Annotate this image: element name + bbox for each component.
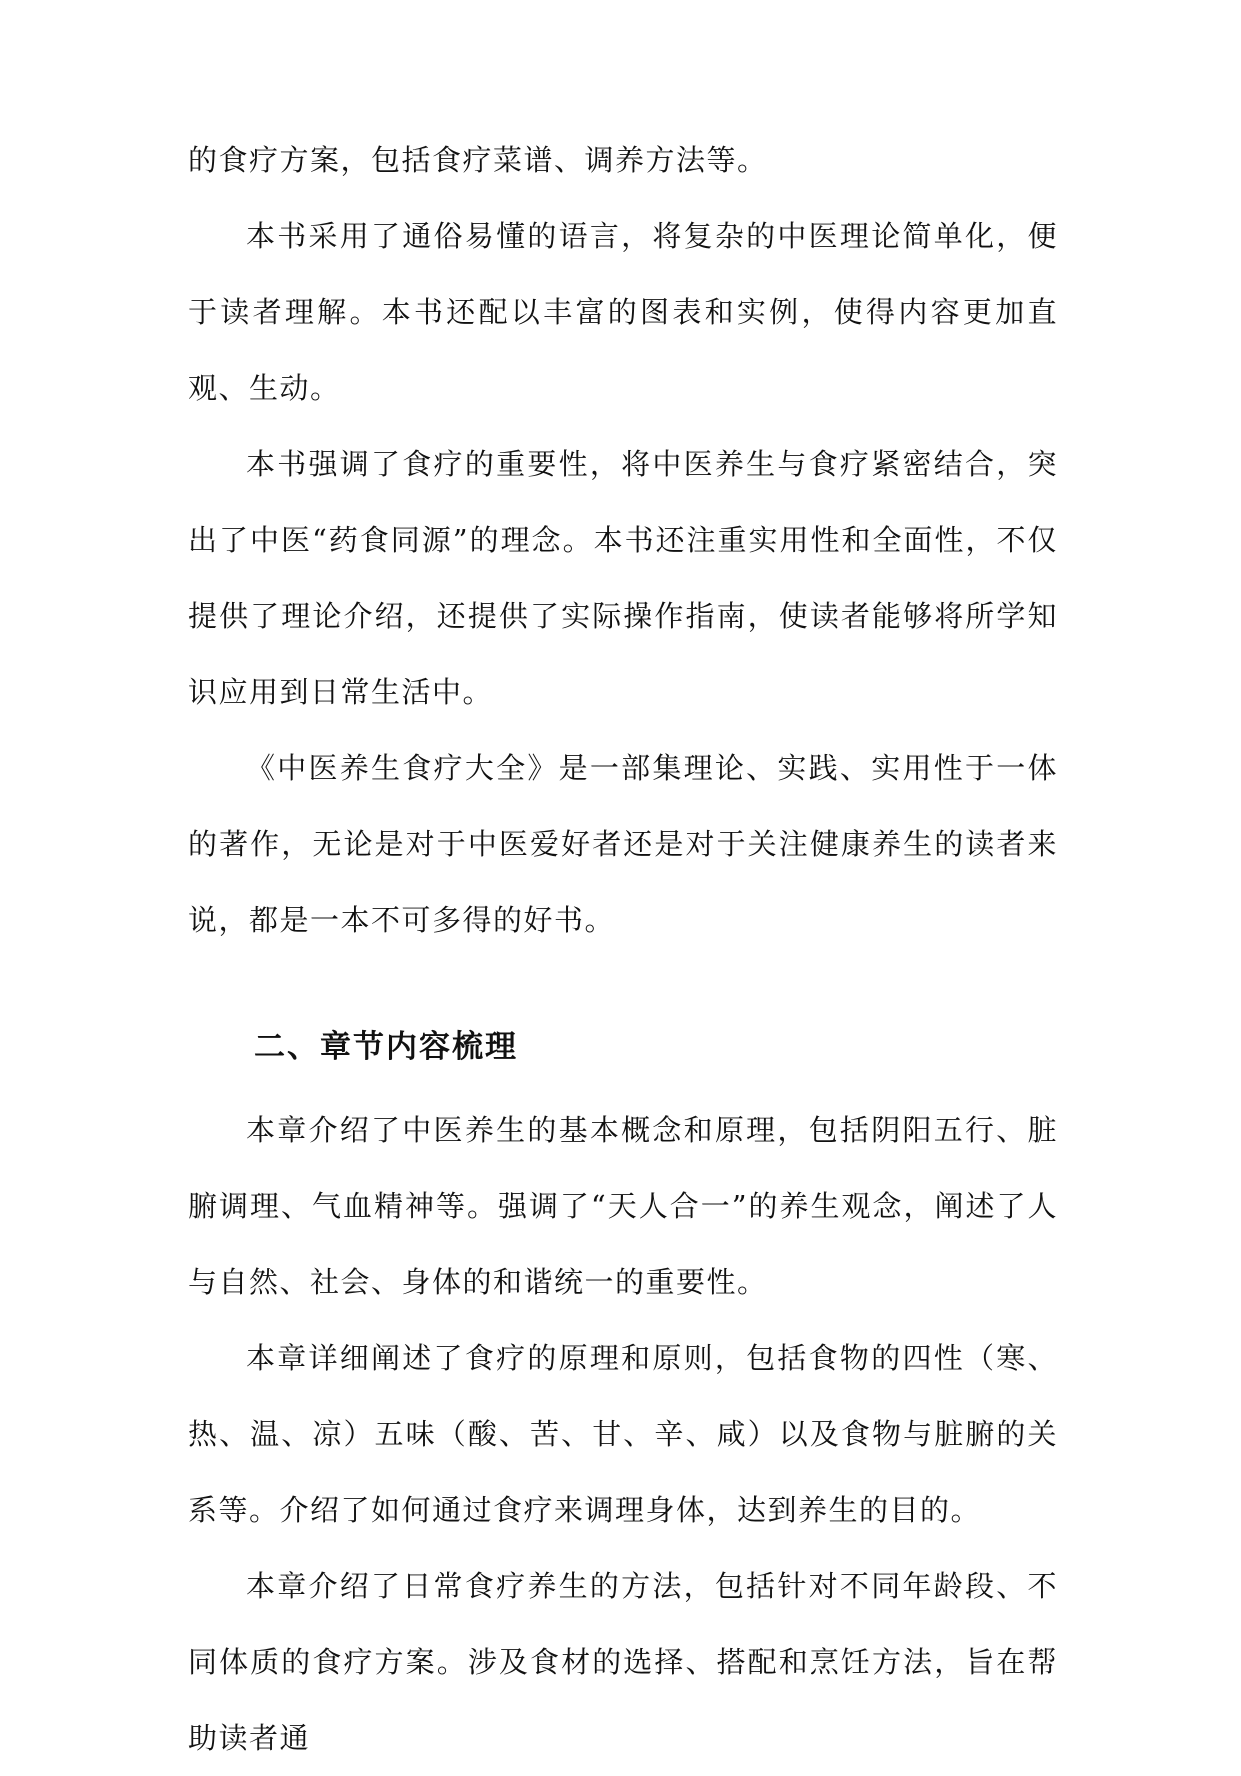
section-heading: 二、章节内容梳理: [254, 1029, 518, 1065]
paragraph-chapter-basics: 本章介绍了中医养生的基本概念和原理，包括阴阳五行、脏腑调理、气血精神等。强调了“天人合一”的养生观念，阐述了人与自然、社会、身体的和谐统一的重要性。: [188, 1113, 1058, 1299]
paragraph-continuation: 的食疗方案，包括食疗菜谱、调养方法等。: [188, 143, 768, 177]
paragraph-summary: 《中医养生食疗大全》是一部集理论、实践、实用性于一体的著作，无论是对于中医爱好者还是对于关注健康养生的读者来说，都是一本不可多得的好书。: [188, 751, 1058, 937]
paragraph-language: 本书采用了通俗易懂的语言，将复杂的中医理论简单化，便于读者理解。本书还配以丰富的图表和实例，使得内容更加直观、生动。: [188, 219, 1058, 405]
document-body: [188, 138, 1058, 1776]
paragraph-food-therapy: 本书强调了食疗的重要性，将中医养生与食疗紧密结合，突出了中医“药食同源”的理念。本书还注重实用性和全面性，不仅提供了理论介绍，还提供了实际操作指南，使读者能够将所学知识应用到日常生活中。: [188, 447, 1058, 709]
paragraph-chapter-daily: 本章介绍了日常食疗养生的方法，包括针对不同年龄段、不同体质的食疗方案。涉及食材的选择、搭配和烹饪方法，旨在帮助读者通: [188, 1569, 1058, 1755]
paragraph-chapter-principles: 本章详细阐述了食疗的原理和原则，包括食物的四性（寒、热、温、凉）五味（酸、苦、甘、辛、咸）以及食物与脏腑的关系等。介绍了如何通过食疗来调理身体，达到养生的目的。: [188, 1341, 1058, 1527]
